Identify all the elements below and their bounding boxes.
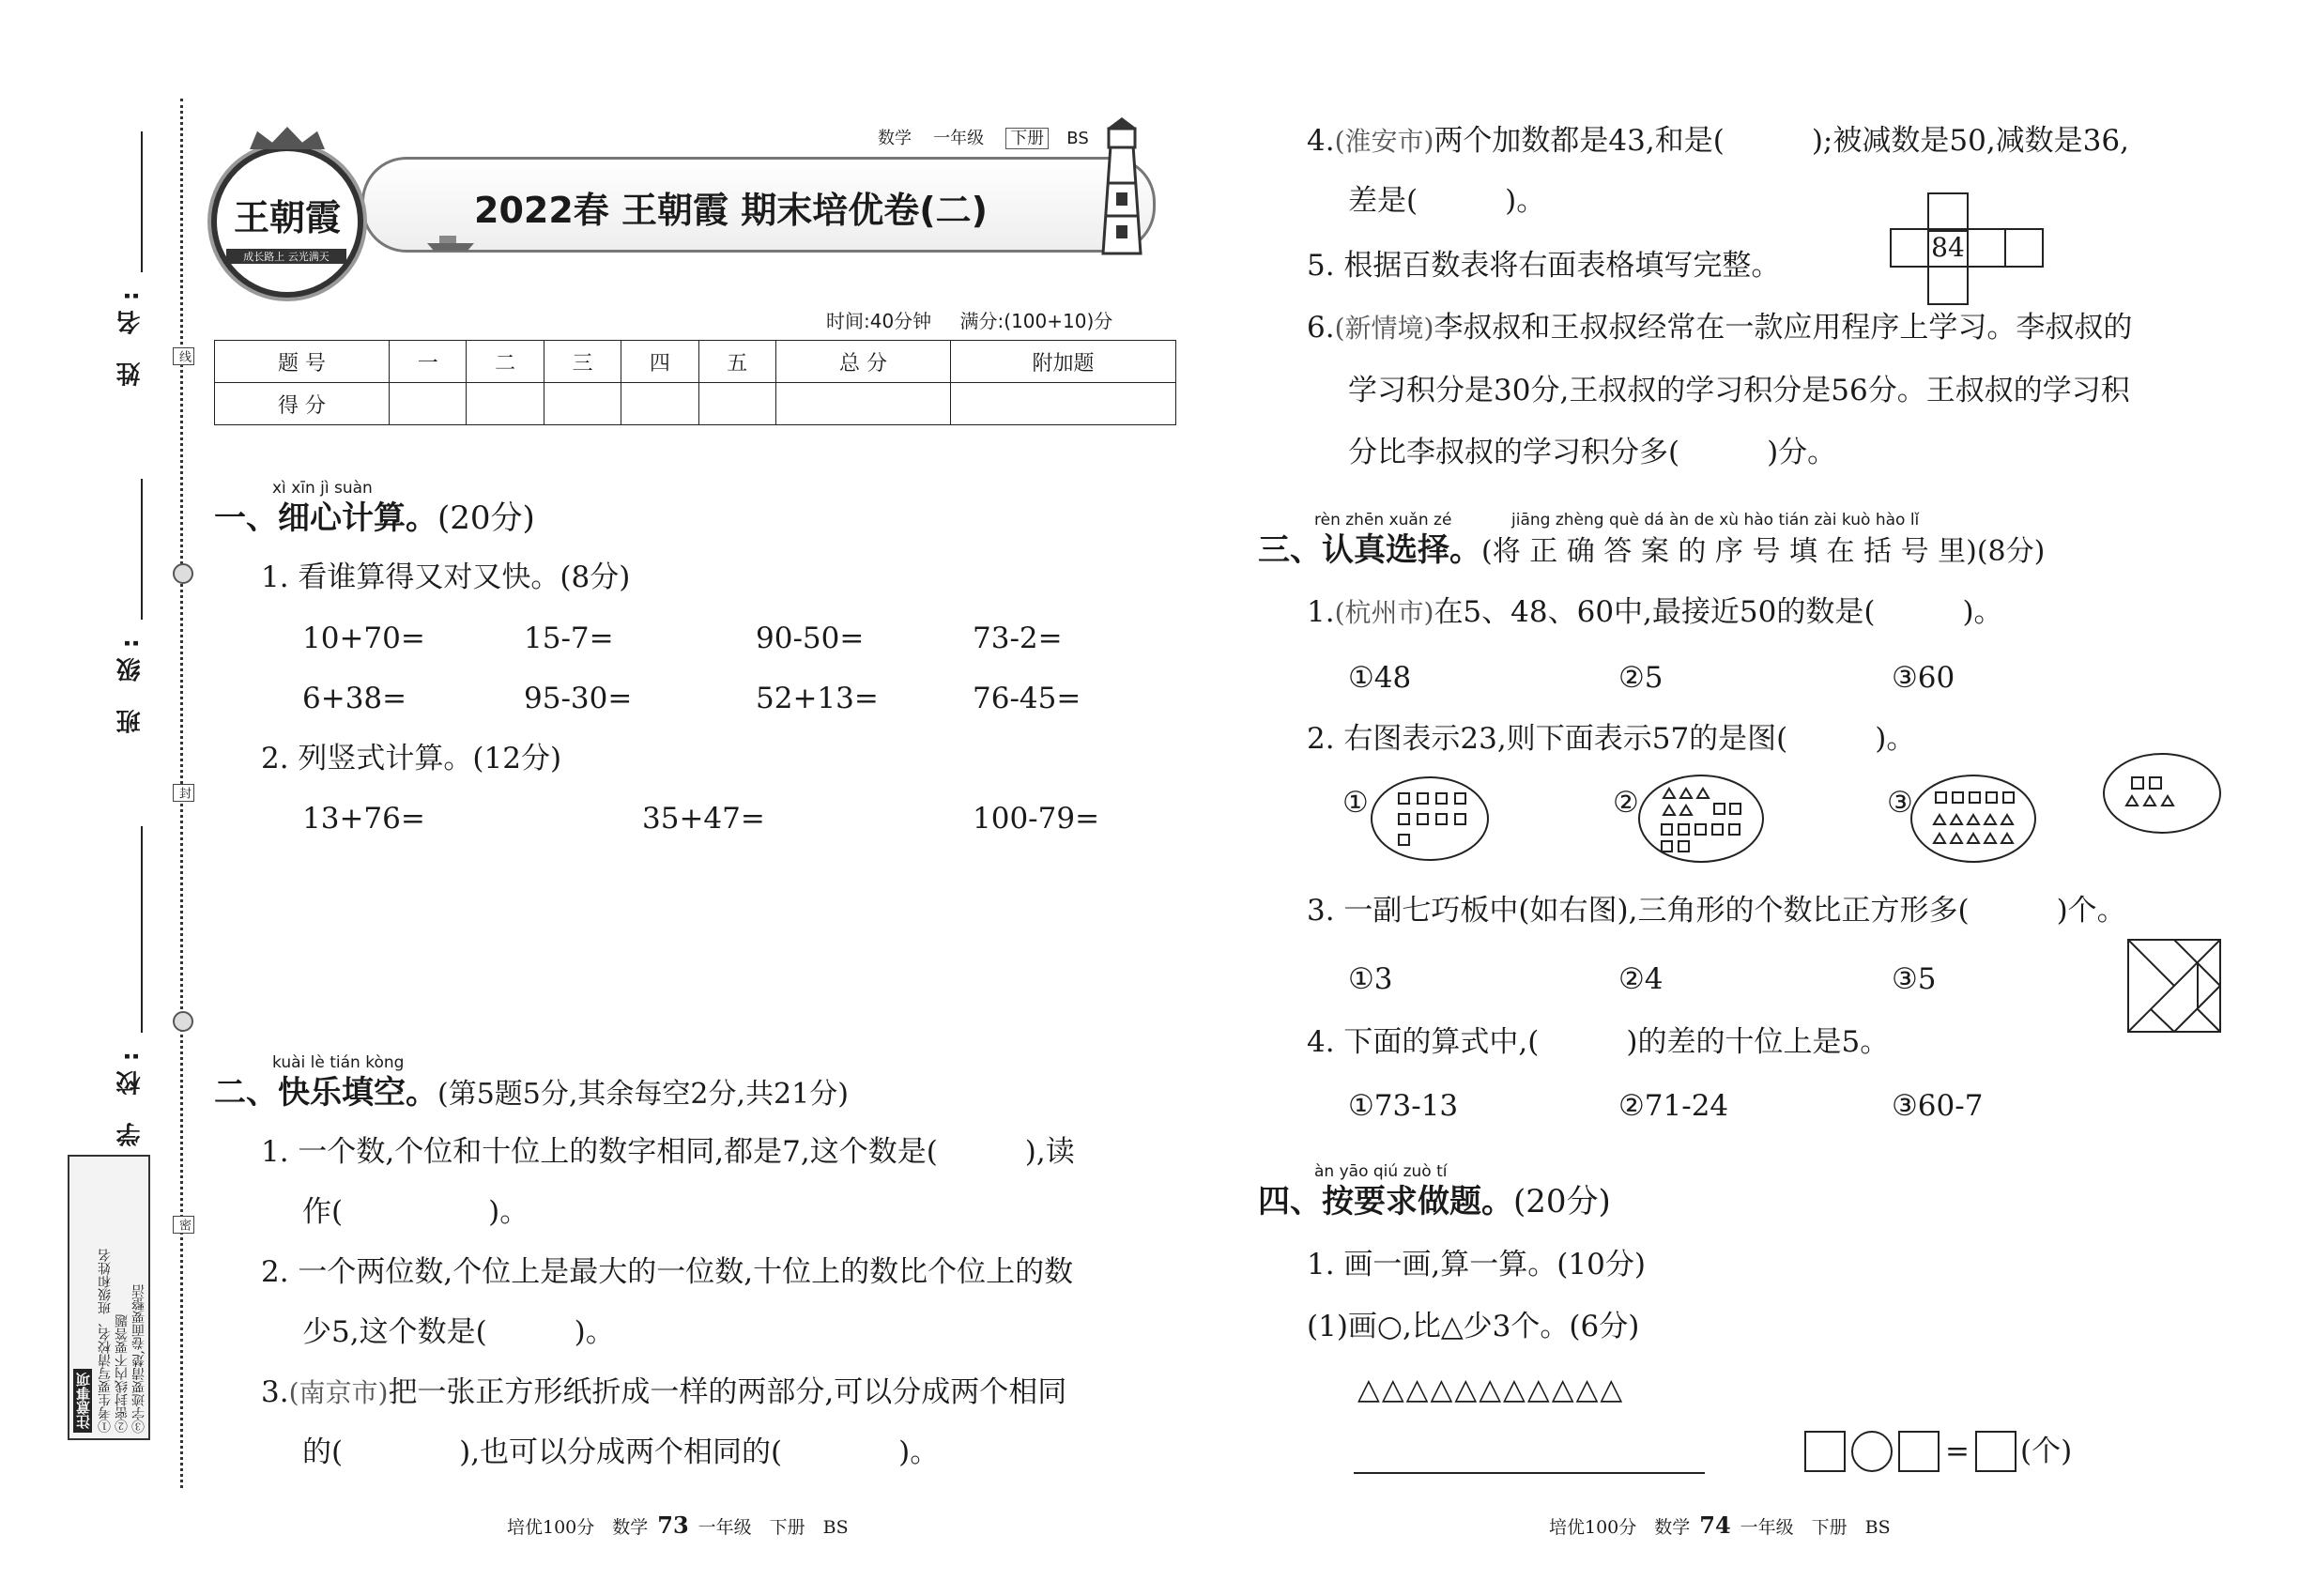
school-label: 学 校: [116,1042,145,1147]
calc-item: 52+13= [756,682,879,715]
question-number: 1. [1307,595,1335,629]
lighthouse-icon [1084,117,1159,258]
fill-q3-line2: 的( ),也可以分成两个相同的( )。 [302,1435,940,1469]
fill-q6-line3: 分比李叔叔的学习积分多( )分。 [1348,436,1837,469]
cut-mark-secret: 密 [173,1216,194,1234]
answer-box[interactable] [1804,1431,1846,1472]
notes-box [68,1155,150,1440]
unit-label: (个) [2019,1434,2073,1468]
score-cell: 附加题 [951,341,1176,383]
score-value-row [215,383,1176,425]
figure-option-label[interactable]: ③ [1887,786,1913,820]
score-cell: 四 [621,341,698,383]
work-area[interactable] [282,850,1173,1037]
tangram-icon [2127,939,2221,1033]
score-input[interactable] [698,383,775,425]
notes-title: 注意事项 [73,1369,92,1433]
score-input[interactable] [621,383,698,425]
score-cell: 总 分 [775,341,950,383]
source-tag: (淮安市) [1334,126,1434,157]
score-input[interactable] [775,383,950,425]
term-tag: 下册 [1005,128,1049,149]
header-banner [211,117,1197,300]
crown-icon [250,127,325,149]
fill-q1-line2: 作( )。 [302,1195,529,1229]
section2-points: (第5题5分,其余每空2分,共21分) [437,1078,849,1111]
figure-option-3[interactable] [1908,772,2039,866]
section1-title: 一、细心计算。 [214,499,437,537]
choice-q3: 3. 一副七巧板中(如右图),三角形的个数比正方形多( )个。 [1307,894,2126,928]
footer-right [1549,1512,1891,1539]
page-number: 74 [1699,1512,1731,1539]
figure-option-label[interactable]: ② [1613,786,1639,820]
section3-heading [1258,531,2046,569]
section3-title: 三、认真选择。 [1258,531,1481,569]
option[interactable]: ②71-24 [1618,1089,1729,1123]
full-score: 满分:(100+10)分 [959,310,1113,332]
calc-item: 90-50= [756,622,865,655]
section4-pinyin: àn yāo qiú zuò tí [1314,1162,1448,1181]
note-item: ②密封线内不要答题 [115,1314,130,1433]
section4-heading [1258,1183,1611,1220]
calc-item: 15-7= [524,622,614,655]
equation-row [1804,1431,2072,1472]
time-limit: 时间:40分钟 [826,310,932,332]
triangle-row: △△△△△△△△△△△ [1357,1373,1625,1406]
answer-box[interactable] [1898,1431,1940,1472]
section2-pinyin: kuài lè tián kòng [272,1053,405,1072]
choice-q4: 4. 下面的算式中,( )的差的十位上是5。 [1307,1025,1890,1059]
question-number: 6. [1307,311,1335,345]
answer-box[interactable] [1975,1431,2016,1472]
section2-title: 二、快乐填空。 [214,1074,437,1112]
calc-item: 73-2= [973,622,1063,655]
fill-q6-line1 [1307,311,2133,345]
option[interactable]: ③60 [1892,661,1955,695]
q1-2: 2. 列竖式计算。(12分) [261,742,562,775]
operator-circle[interactable] [1851,1431,1893,1472]
choice-q1 [1307,595,2003,629]
score-input[interactable] [951,383,1176,425]
grid-cell[interactable] [2004,228,2044,268]
grid-cell[interactable] [1927,192,1969,232]
name-label: 姓 名: [116,282,145,387]
score-input[interactable] [390,383,467,425]
option[interactable]: ①73-13 [1348,1089,1459,1123]
score-input[interactable] [467,383,544,425]
question-text: 两个加数都是43,和是( );被减数是50,减数是36, [1434,124,2129,158]
section2-heading [214,1074,849,1112]
hundred-chart-fragment [1890,192,2078,305]
fill-q6-line2: 学习积分是30分,王叔叔的学习积分是56分。王叔叔的学习积 [1348,374,2130,407]
score-cell: 三 [544,341,621,383]
hole-icon [173,563,193,584]
footer-left [507,1512,849,1539]
calc-item: 76-45= [973,682,1081,715]
fill-q4-line2: 差是( )。 [1348,184,1546,218]
calc-item: 95-30= [524,682,633,715]
figure-option-2[interactable] [1635,772,1767,866]
reference-figure [2101,751,2223,836]
logo-text: 王朝霞 [233,196,341,238]
choice-q2: 2. 右图表示23,则下面表示57的是图( )。 [1307,722,1916,756]
calc-item: 35+47= [642,802,765,836]
source-tag: (南京市) [288,1377,389,1408]
score-input[interactable] [544,383,621,425]
note-item: ③字迹要清楚,卷面要整洁 [131,1283,146,1433]
calc-item: 10+70= [302,622,425,655]
footer-grade: 一年级 下册 BS [698,1517,849,1538]
option[interactable]: ①3 [1348,962,1393,996]
score-row-label: 得 分 [215,383,390,425]
score-header-row [215,341,1176,383]
header-tags [878,125,1089,149]
section3-pinyin-hint: jiāng zhèng què dá àn de xù hào tián zài kuò hào lǐ [1511,511,1920,529]
question-text: 把一张正方形纸折成一样的两部分,可以分成两个相同 [388,1375,1067,1409]
option[interactable]: ③60-7 [1892,1089,1984,1123]
footer-series: 培优100分 数学 [1549,1517,1691,1538]
fill-q2-line1: 2. 一个两位数,个位上是最大的一位数,十位上的数比个位上的数 [261,1255,1074,1289]
question-number: 4. [1307,124,1335,158]
boat-icon [422,230,479,253]
grid-cell-given: 84 [1927,228,1969,268]
score-cell: 一 [390,341,467,383]
option[interactable]: ②4 [1618,962,1664,996]
option[interactable]: ②5 [1618,661,1664,695]
score-cell: 二 [467,341,544,383]
question-number: 3. [261,1375,289,1409]
option[interactable]: ③5 [1892,962,1937,996]
section3-points: (将 正 确 答 案 的 序 号 填 在 括 号 里)(8分) [1481,535,2046,568]
fill-q1-line1: 1. 一个数,个位和十位上的数字相同,都是7,这个数是( ),读 [261,1135,1075,1169]
footer-grade: 一年级 下册 BS [1740,1517,1891,1538]
fill-q3-line1 [261,1375,1067,1409]
figure-option-label[interactable]: ① [1342,786,1369,820]
section1-points: (20分) [437,499,535,537]
class-field[interactable] [141,479,143,620]
school-field[interactable] [141,826,143,1033]
drawing-line[interactable] [1354,1472,1705,1474]
subject-tag: 数学 [878,129,912,148]
fill-q5: 5. 根据百数表将右面表格填写完整。 [1307,249,1781,283]
section1-pinyin: xì xīn jì suàn [272,479,373,498]
name-field[interactable] [141,131,143,272]
edition-tag: BS [1066,129,1089,148]
equals-sign: = [1945,1434,1970,1468]
grid-cell[interactable] [1967,228,2006,268]
source-tag: (新情境) [1334,313,1434,344]
score-table [214,340,1176,425]
section4-title: 四、按要求做题。 [1258,1183,1513,1220]
class-label: 班 级: [116,629,145,734]
calc-item: 100-79= [973,802,1100,836]
grid-cell[interactable] [1890,228,1929,268]
score-cell: 五 [698,341,775,383]
cut-mark-seal: 封 [173,784,194,802]
time-info [826,306,1112,333]
figure-option-1[interactable] [1369,775,1491,864]
option[interactable]: ①48 [1348,661,1412,695]
draw-q1-1: (1)画○,比△少3个。(6分) [1307,1310,1640,1343]
calc-item: 13+76= [302,802,425,836]
draw-q1: 1. 画一画,算一算。(10分) [1307,1248,1646,1281]
section1-heading [214,499,535,537]
section4-points: (20分) [1513,1183,1611,1220]
question-text: 李叔叔和王叔叔经常在一款应用程序上学习。李叔叔的 [1434,311,2133,345]
note-item: ①考生要写清校名、班级和姓名 [98,1249,113,1433]
logo-sub: 成长路上 云光满天 [226,249,346,264]
grade-tag: 一年级 [933,129,985,148]
source-tag: (杭州市) [1334,597,1434,628]
q1-1: 1. 看谁算得又对又快。(8分) [261,560,631,594]
footer-series: 培优100分 数学 [507,1517,649,1538]
fill-q2-line2: 少5,这个数是( )。 [302,1315,615,1349]
page-number: 73 [657,1512,689,1539]
cut-mark-line: 线 [173,347,194,365]
logo [211,146,363,298]
hole-icon [173,1011,193,1032]
grid-cell[interactable] [1927,266,1969,305]
exam-title: 2022春 王朝霞 期末培优卷(二) [474,190,988,231]
question-text: 在5、48、60中,最接近50的数是( )。 [1434,595,2003,629]
calc-item: 6+38= [302,682,407,715]
score-cell: 题 号 [215,341,390,383]
binding-strip [0,0,197,1596]
section3-pinyin: rèn zhēn xuǎn zé [1314,511,1452,529]
fill-q4-line1 [1307,124,2129,158]
